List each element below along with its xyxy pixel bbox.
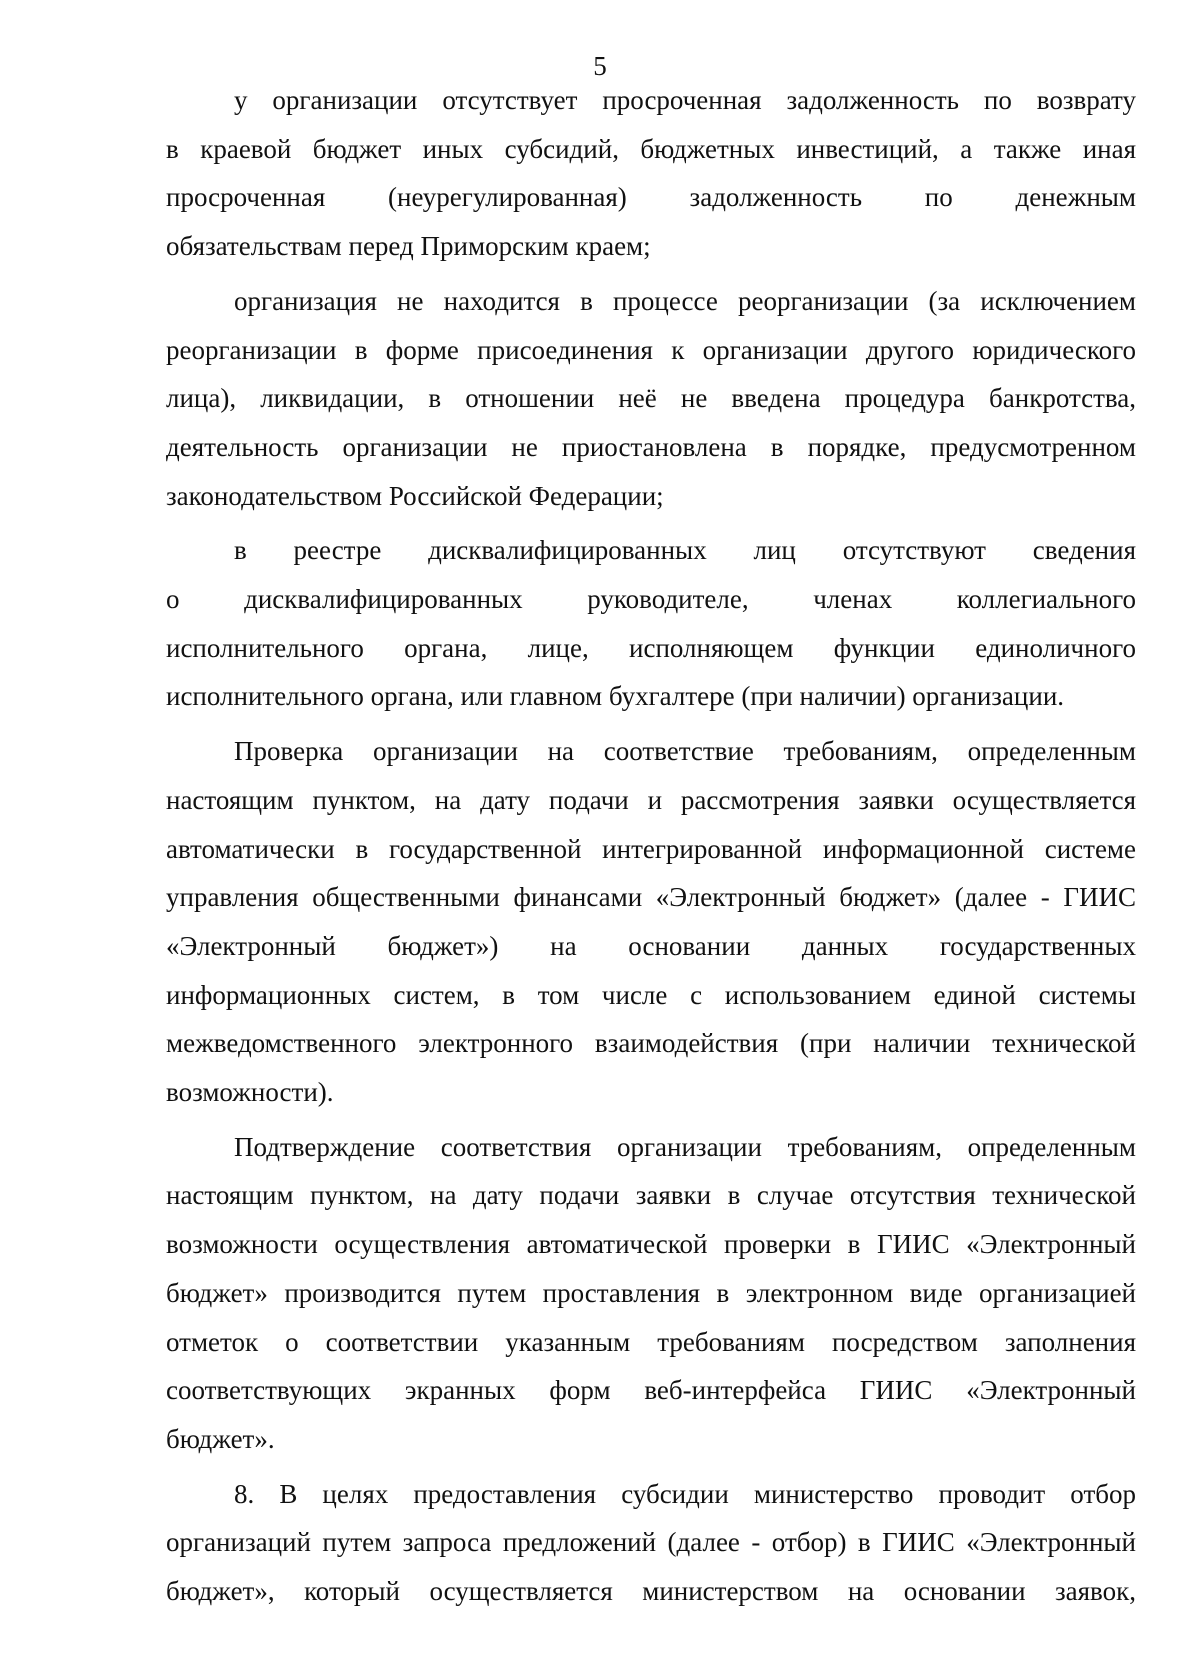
paragraph-line: возможности осуществления автоматической проверки в ГИИС «Электронный (166, 1229, 1136, 1260)
paragraph-2 (166, 277, 1136, 521)
paragraph-line: исполнительного органа, лице, исполняющем функции единоличного (166, 632, 1136, 663)
paragraph-6 (166, 1470, 1136, 1616)
paragraph-line: бюджет». (166, 1423, 275, 1454)
page-number: 5 (593, 51, 607, 81)
paragraph-line: о дисквалифицированных руководителе, членах коллегиального (166, 584, 1136, 615)
paragraph-line: настоящим пунктом, на дату подачи заявки в случае отсутствия технической (166, 1180, 1136, 1211)
paragraph-line: деятельность организации не приостановлена в порядке, предусмотренном (166, 431, 1136, 462)
paragraph-1 (166, 76, 1136, 271)
paragraph-line: обязательствам перед Приморским краем; (166, 231, 651, 262)
paragraph-line: организаций путем запроса предложений (далее - отбор) в ГИИС «Электронный (166, 1527, 1136, 1558)
paragraph-4 (166, 727, 1136, 1117)
paragraph-line: организация не находится в процессе реорганизации (за исключением (234, 285, 1136, 316)
paragraph-line: бюджет» производится путем проставления в электронном виде организацией (166, 1277, 1136, 1308)
paragraph-line: автоматически в государственной интегрированной информационной системе (166, 833, 1136, 864)
paragraph-line: возможности). (166, 1077, 334, 1108)
paragraph-line: Проверка организации на соответствие требованиям, определенным (234, 736, 1136, 767)
paragraph-line: исполнительного органа, или главном бухгалтере (при наличии) организации. (166, 681, 1065, 712)
paragraph-line: 8. В целях предоставления субсидии министерство проводит отбор (234, 1478, 1136, 1509)
document-body (166, 76, 1136, 1616)
paragraph-line: информационных систем, в том числе с использованием единой системы (166, 979, 1136, 1010)
paragraph-line: в реестре дисквалифицированных лиц отсутствуют сведения (234, 535, 1136, 566)
paragraph-line: настоящим пунктом, на дату подачи и рассмотрения заявки осуществляется (166, 784, 1136, 815)
paragraph-line: законодательством Российской Федерации; (166, 480, 664, 511)
paragraph-line: «Электронный бюджет») на основании данных государственных (166, 930, 1136, 961)
paragraph-line: у организации отсутствует просроченная задолженность по возврату (234, 85, 1136, 115)
paragraph-5 (166, 1123, 1136, 1464)
paragraph-line: управления общественными финансами «Электронный бюджет» (далее - ГИИС (166, 882, 1136, 913)
paragraph-line: просроченная (неурегулированная) задолженность по денежным (166, 182, 1136, 213)
paragraph-line: межведомственного электронного взаимодействия (при наличии технической (166, 1028, 1136, 1059)
paragraph-line: бюджет», который осуществляется министерством на основании заявок, (166, 1576, 1136, 1607)
paragraph-line: Подтверждение соответствия организации требованиям, определенным (234, 1131, 1136, 1162)
paragraph-line: реорганизации в форме присоединения к организации другого юридического (166, 334, 1136, 365)
paragraph-line: в краевой бюджет иных субсидий, бюджетных инвестиций, а также иная (166, 133, 1136, 164)
paragraph-3 (166, 526, 1136, 721)
paragraph-line: лица), ликвидации, в отношении неё не введена процедура банкротства, (166, 383, 1136, 414)
paragraph-line: отметок о соответствии указанным требованиям посредством заполнения (166, 1326, 1136, 1357)
paragraph-line: соответствующих экранных форм веб-интерфейса ГИИС «Электронный (166, 1375, 1136, 1406)
